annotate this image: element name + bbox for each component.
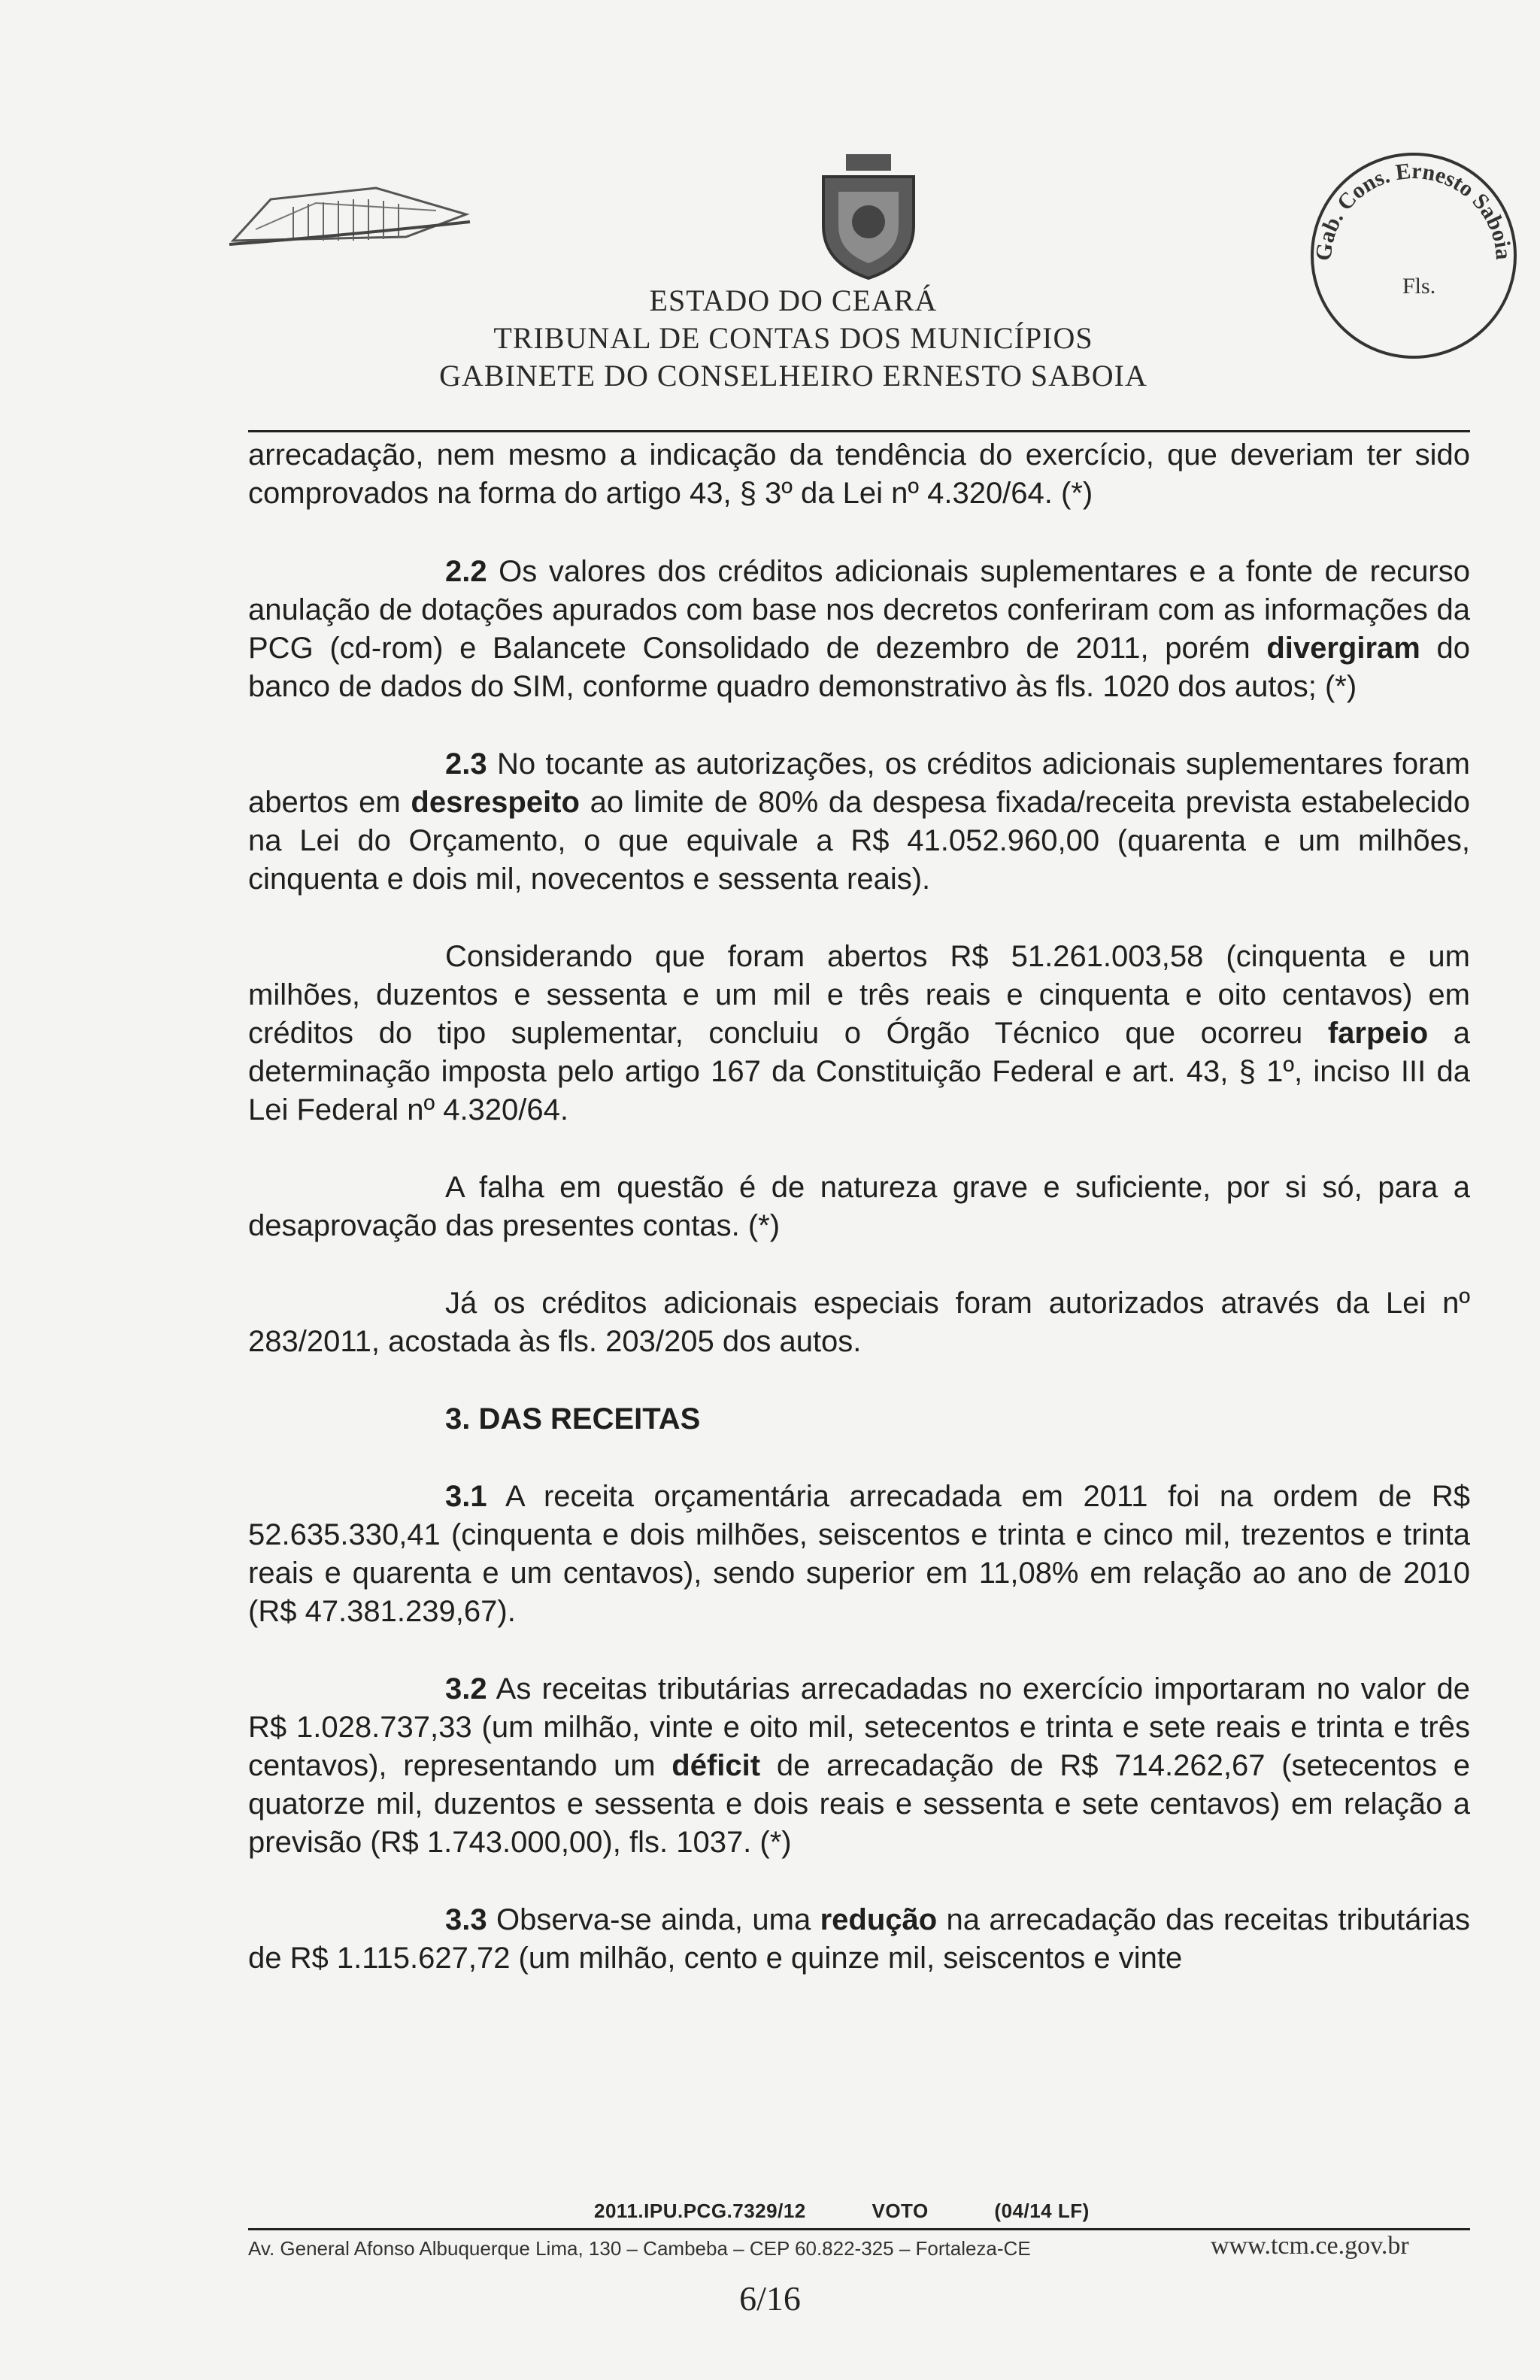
paragraph-text: de arrecadação de R$ 714.262,67 (setecentos e quatorze mil, duzentos e sessenta e dois reais e sessenta e sete centavos) em relação a previsão (R$ 1.743.000,00), fls. 1037. (*): [248, 1749, 1470, 1859]
section-number: 2.2: [445, 555, 487, 588]
page-number: 6/16: [739, 2279, 801, 2318]
document-body: [248, 436, 1470, 1978]
paragraph-text: do banco de dados do SIM, conforme quadro demonstrativo às fls. 1020 dos autos; (*): [248, 632, 1470, 703]
paragraph-2-3: [248, 745, 1470, 899]
footer-website: www.tcm.ce.gov.br: [1211, 2232, 1409, 2260]
section-number: 2.3: [445, 747, 487, 781]
footer-reference: [594, 2200, 1150, 2223]
paragraph-considerando: [248, 938, 1470, 1129]
paragraph-2-2: [248, 553, 1470, 706]
emphasis: desrespeito: [411, 786, 580, 819]
paragraph-text: No tocante as autorizações, os créditos adicionais suplementares foram abertos em: [248, 747, 1470, 819]
paragraph-falha: A falha em questão é de natureza grave e suficiente, por si só, para a desaprovação das presentes contas. (*): [248, 1171, 1470, 1242]
emphasis: farpeio: [1327, 1017, 1429, 1050]
section-number: 3.3: [445, 1903, 487, 1936]
header-divider: [248, 430, 1470, 432]
section-number: 3.1: [445, 1480, 487, 1513]
paragraph-text: Os valores dos créditos adicionais suplementares e a fonte de recurso anulação de dotações apurados com base nos decretos conferiram com as informações da PCG (cd-rom) e Balancete Consolidado de dezembro de 2011, porém: [248, 555, 1470, 665]
paragraph-text: As receitas tributárias arrecadadas no exercício importaram no valor de R$ 1.028.737,33 (um milhão, vinte e oito mil, setecentos e trinta e sete reais e trinta e três centavos), representando um: [248, 1672, 1470, 1782]
header-state: ESTADO DO CEARÁ: [649, 283, 938, 317]
svg-text:Fls.: Fls.: [1402, 274, 1436, 299]
paragraph-text: ao limite de 80% da despesa fixada/receita prevista estabelecido na Lei do Orçamento, o que equivale a R$ 41.052.960,00 (quarenta e um milhões, cinquenta e dois mil, novecentos e sessenta reais).: [248, 786, 1470, 896]
tcm-building-logo: [226, 169, 474, 252]
paragraph-text: Observa-se ainda, uma: [487, 1903, 820, 1936]
letterhead: [248, 282, 1338, 395]
header-cabinet: GABINETE DO CONSELHEIRO ERNESTO SABOIA: [439, 359, 1147, 393]
paragraph-text: a determinação imposta pelo artigo 167 da Constituição Federal e art. 43, § 1º, inciso III da Lei Federal nº 4.320/64.: [248, 1017, 1471, 1126]
paragraph-3-1: [248, 1478, 1470, 1631]
footer-address: Av. General Afonso Albuquerque Lima, 130 – Cambeba – CEP 60.822-325 – Fortaleza-CE: [248, 2237, 1031, 2260]
document-type: VOTO: [872, 2200, 929, 2222]
section-number: 3.2: [445, 1672, 487, 1705]
paragraph-3-3: [248, 1901, 1470, 1978]
paragraph-3-2: [248, 1670, 1470, 1862]
paragraph-text: A receita orçamentária arrecadada em 2011 foi na ordem de R$ 52.635.330,41 (cinquenta e dois milhões, seiscentos e trinta e cinco mil, trezentos e trinta reais e quarenta e um centavos), sendo superior em 11,08% em relação ao ano de 2010 (R$ 47.381.239,67).: [248, 1480, 1470, 1628]
emphasis: redução: [820, 1903, 938, 1936]
emphasis: divergiram: [1266, 632, 1420, 665]
header-court: TRIBUNAL DE CONTAS DOS MUNICÍPIOS: [493, 321, 1093, 355]
document-code: (04/14 LF): [994, 2200, 1090, 2222]
section-heading: 3. DAS RECEITAS: [445, 1402, 701, 1436]
paragraph-especiais: Já os créditos adicionais especiais foram autorizados através da Lei nº 283/2011, acostada às fls. 203/205 dos autos.: [248, 1287, 1470, 1358]
ceara-coat-of-arms-icon: [808, 150, 929, 282]
svg-text:Gab. Cons. Ernesto Saboia: Gab. Cons. Ernesto Saboia: [1311, 158, 1517, 262]
process-number: 2011.IPU.PCG.7329/12: [594, 2200, 806, 2222]
paragraph-text: Considerando que foram abertos R$ 51.261.003,58 (cinquenta e um milhões, duzentos e sessenta e um mil e três reais e cinquenta e oito centavos) em créditos do tipo suplementar, concluiu o Órgão Técnico que ocorreu: [248, 940, 1470, 1050]
footer-divider: [248, 2228, 1470, 2230]
emphasis: déficit: [671, 1749, 761, 1782]
paragraph-continuation: arrecadação, nem mesmo a indicação da tendência do exercício, que deveriam ter sido comprovados na forma do artigo 43, § 3º da Lei nº 4.320/64. (*): [248, 438, 1470, 510]
cabinet-stamp: [1290, 143, 1523, 368]
paragraph-text: na arrecadação das receitas tributárias de R$ 1.115.627,72 (um milhão, cento e quinze mil, seiscentos e vinte: [248, 1903, 1470, 1975]
